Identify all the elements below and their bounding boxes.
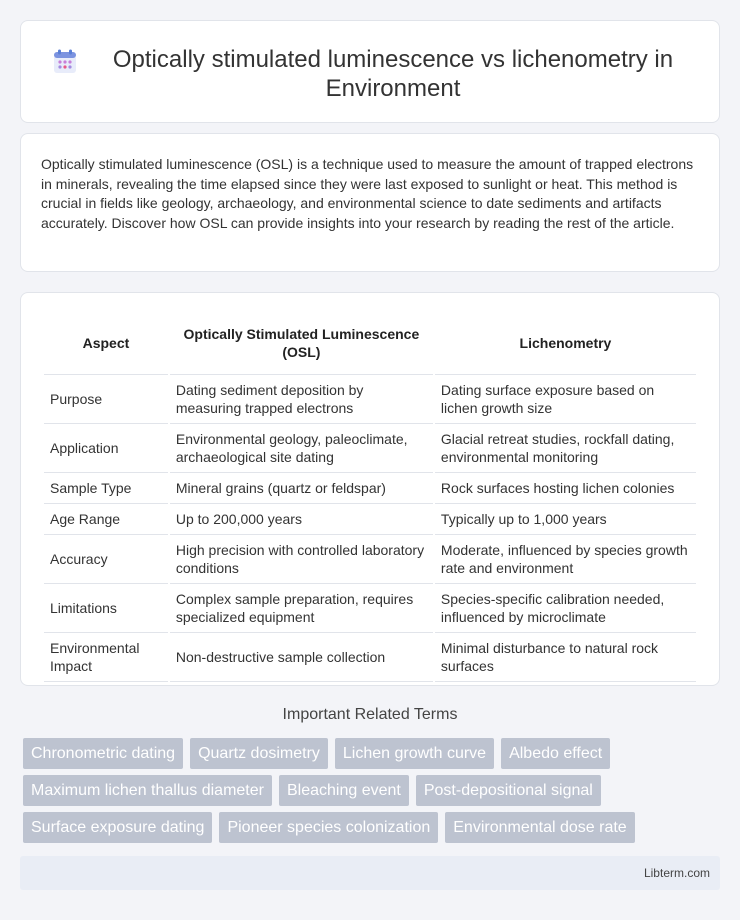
row-aspect: Purpose [44,375,168,424]
row-aspect: Environmental Impact [44,633,168,682]
table-row [44,424,696,473]
row-osl: High precision with controlled laboratory conditions [170,535,433,584]
header-aspect: Aspect [44,312,168,375]
footer [20,856,720,890]
comparison-table-card [20,292,720,686]
table-header-row [44,312,696,375]
table-row [44,633,696,682]
table-row [44,535,696,584]
row-osl: Complex sample preparation, requires specialized equipment [170,584,433,633]
row-lichenometry: Rock surfaces hosting lichen colonies [435,473,696,504]
row-aspect: Age Range [44,504,168,535]
term-tag[interactable]: Post-depositional signal [416,775,601,806]
row-lichenometry: Species-specific calibration needed, influenced by microclimate [435,584,696,633]
table-row [44,584,696,633]
term-tag[interactable]: Lichen growth curve [335,738,494,769]
row-osl: Dating sediment deposition by measuring trapped electrons [170,375,433,424]
term-tag[interactable]: Chronometric dating [23,738,183,769]
term-tag[interactable]: Albedo effect [501,738,610,769]
related-terms-title: Important Related Terms [282,706,458,723]
intro-paragraph: Optically stimulated luminescence (OSL) is a technique used to measure the amount of trapped electrons in minerals, revealing the time elapsed since they were last exposed to sunlight or heat. This method is crucial in fields like geology, archaeology, and environmental science to date sediments and artifacts accurately. Discover how OSL can provide insights into your research by reading the rest of the article. [41,156,694,231]
row-lichenometry: Glacial retreat studies, rockfall dating, environmental monitoring [435,424,696,473]
row-lichenometry: Moderate, influenced by species growth rate and environment [435,535,696,584]
term-tag[interactable]: Surface exposure dating [23,812,212,843]
footer-site-link[interactable]: Libterm.com [643,866,710,880]
row-osl: Environmental geology, paleoclimate, archaeological site dating [170,424,433,473]
row-aspect: Accuracy [44,535,168,584]
table-row [44,504,696,535]
related-terms-list [23,738,723,849]
header-osl: Optically Stimulated Luminescence (OSL) [170,312,433,375]
row-aspect: Sample Type [44,473,168,504]
row-aspect: Application [44,424,168,473]
row-lichenometry: Typically up to 1,000 years [435,504,696,535]
row-osl: Non-destructive sample collection [170,633,433,682]
calendar-grid-icon [51,48,79,76]
term-tag[interactable]: Pioneer species colonization [219,812,438,843]
header-lichenometry: Lichenometry [435,312,696,375]
term-tag[interactable]: Bleaching event [279,775,409,806]
term-tag[interactable]: Environmental dose rate [445,812,634,843]
comparison-table [42,312,698,682]
table-row [44,473,696,504]
term-tag[interactable]: Quartz dosimetry [190,738,328,769]
header-card [20,20,720,123]
row-lichenometry: Minimal disturbance to natural rock surfaces [435,633,696,682]
table-row [44,375,696,424]
row-osl: Mineral grains (quartz or feldspar) [170,473,433,504]
intro-card [20,133,720,272]
row-aspect: Limitations [44,584,168,633]
row-osl: Up to 200,000 years [170,504,433,535]
page-title: Optically stimulated luminescence vs lichenometry in Environment [112,46,674,102]
row-lichenometry: Dating surface exposure based on lichen growth size [435,375,696,424]
term-tag[interactable]: Maximum lichen thallus diameter [23,775,272,806]
